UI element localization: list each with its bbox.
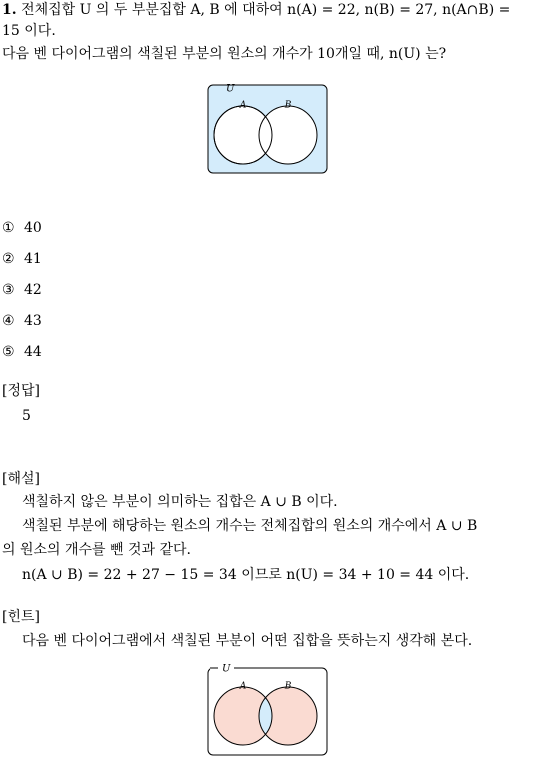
question-text-3: 다음 벤 다이어그램의 색칠된 부분의 원소의 개수가 10개일 때, n(U) 는? — [2, 46, 447, 62]
choice-5[interactable] — [2, 342, 42, 364]
venn-diagram-bottom — [206, 664, 330, 758]
question-text-2: 15 이다. — [2, 23, 56, 39]
question-text-1: 전체집합 U 의 두 부분집합 A, B 에 대하여 n(A) = 22, n(B) = 27, n(A∩B) = — [21, 2, 511, 18]
label-b: B — [284, 681, 292, 692]
answer-value: 5 — [22, 408, 31, 424]
answer-heading: [정답] — [2, 383, 40, 399]
choice-5-mark: ⑤ — [2, 344, 15, 360]
choice-1[interactable] — [2, 218, 42, 240]
question-line-1 — [2, 0, 532, 22]
label-b: B — [284, 100, 292, 111]
choice-2-mark: ② — [2, 251, 15, 267]
label-u: U — [226, 83, 235, 95]
hint-heading: [힌트] — [2, 609, 40, 625]
choice-3-value: 42 — [24, 282, 42, 298]
choice-4[interactable] — [2, 311, 42, 333]
choice-1-value: 40 — [24, 220, 42, 236]
question-number: 1. — [2, 2, 17, 18]
choice-1-mark: ① — [2, 220, 15, 236]
label-a: A — [239, 681, 247, 692]
explanation-line-4: n(A ∪ B) = 22 + 27 − 15 = 34 이므로 n(U) = 34 + 10 = 44 이다. — [22, 567, 470, 583]
choice-2-value: 41 — [24, 251, 42, 267]
label-u: U — [222, 664, 231, 675]
set-b-circle — [259, 106, 317, 164]
label-a: A — [239, 100, 247, 111]
explanation-line-3: 의 원소의 개수를 뺀 것과 같다. — [2, 542, 191, 558]
explanation-line-1: 색칠하지 않은 부분이 의미하는 집합은 A ∪ B 이다. — [22, 494, 338, 510]
explanation-heading: [해설] — [2, 471, 40, 487]
explanation-line-2: 색칠된 부분에 해당하는 원소의 개수는 전체집합의 원소의 개수에서 A ∪ B — [22, 518, 478, 534]
choice-2[interactable] — [2, 249, 42, 271]
venn-diagram-top — [206, 83, 330, 177]
choice-3-mark: ③ — [2, 282, 15, 298]
choice-4-mark: ④ — [2, 313, 15, 329]
choice-4-value: 43 — [24, 313, 42, 329]
choice-5-value: 44 — [24, 344, 42, 360]
hint-line-1: 다음 벤 다이어그램에서 색칠된 부분이 어떤 집합을 뜻하는지 생각해 본다. — [22, 633, 473, 649]
choice-3[interactable] — [2, 280, 42, 302]
